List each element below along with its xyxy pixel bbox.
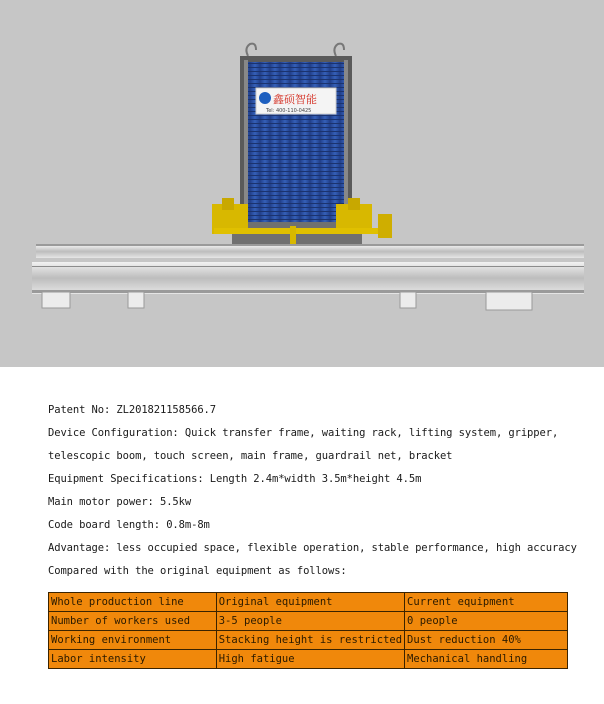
table-cell: Working environment [49,631,217,650]
device-configuration-line-2: telescopic boom, touch screen, main frame, guardrail net, bracket [48,450,453,462]
table-cell: Mechanical handling [405,650,568,669]
table-cell: Current equipment [405,593,568,612]
comparison-table [48,592,568,669]
device-configuration-line-1: Device Configuration: Quick transfer frame, waiting rack, lifting system, gripper, [48,427,559,439]
table-cell: Dust reduction 40% [405,631,568,650]
table-cell: Labor intensity [49,650,217,669]
specification-text [48,400,588,584]
table-cell: Whole production line [49,593,217,612]
code-board-length: Code board length: 0.8m-8m [48,519,210,531]
comparison-intro: Compared with the original equipment as follows: [48,565,347,577]
table-row [49,650,568,669]
table-cell: 3-5 people [216,612,404,631]
advantage: Advantage: less occupied space, flexible operation, stable performance, high accuracy [48,542,577,554]
equipment-specifications: Equipment Specifications: Length 2.4m*width 3.5m*height 4.5m [48,473,422,485]
logo-subtext: Tel: 400-110-0425 [266,108,312,114]
table-row [49,631,568,650]
table-cell: High fatigue [216,650,404,669]
patent-number: Patent No: ZL201821158566.7 [48,404,216,416]
logo-text: 鑫硕智能 [273,93,317,106]
table-cell: 0 people [405,612,568,631]
table-cell: Number of workers used [49,612,217,631]
main-motor-power: Main motor power: 5.5kw [48,496,192,508]
table-cell: Original equipment [216,593,404,612]
table-cell: Stacking height is restricted [216,631,404,650]
table-row [49,593,568,612]
table-row [49,612,568,631]
